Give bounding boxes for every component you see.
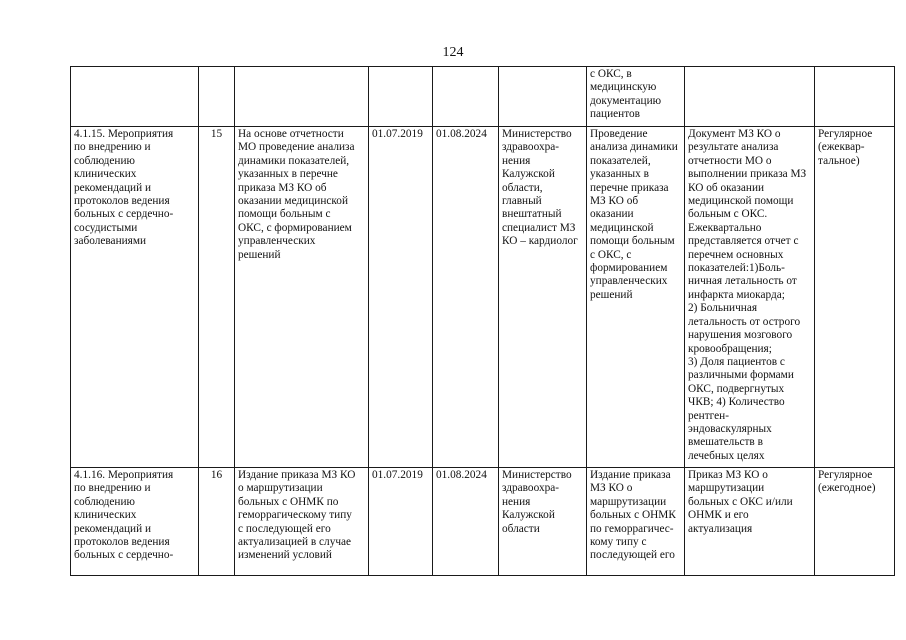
cell-end-date (433, 67, 499, 127)
cell-responsible (499, 67, 587, 127)
cell-event (71, 67, 199, 127)
cell-text: 01.07.2019 (372, 128, 423, 140)
table-row (71, 127, 895, 468)
cell-start-date (369, 67, 433, 127)
cell-text: На основе отчетности МО проведение анализа динамики показателей, указанных в перечне приказа МЗ КО об оказании медицинской помощи больным с ОКС, с формированием управленческих решений (238, 128, 355, 261)
cell-description (235, 127, 369, 468)
cell-description (235, 468, 369, 576)
cell-text: 4.1.15. Мероприятия по внедрению и соблюдению клинических рекомендаций и протоколов ведения больных с сердечно- сосудистыми заболеваниями (74, 128, 174, 248)
cell-text: Издание приказа МЗ КО о маршрутизации больных с ОНМК по геморрагичес- кому типу с последующей его (590, 469, 676, 562)
cell-text: 16 (210, 469, 223, 481)
cell-text: 01.08.2024 (436, 469, 487, 481)
page-number: 124 (442, 45, 464, 60)
cell-end-date (433, 127, 499, 468)
cell-text: с ОКС, в медицинскую документацию пациентов (590, 68, 662, 121)
cell-text: Регулярное (ежеквар- тальное) (818, 128, 873, 167)
cell-result (587, 127, 685, 468)
cell-frequency (815, 127, 895, 468)
cell-event (71, 127, 199, 468)
cell-document (685, 468, 815, 576)
cell-number (199, 468, 235, 576)
cell-responsible (499, 468, 587, 576)
cell-text: 15 (210, 128, 223, 140)
cell-text: Приказ МЗ КО о маршрутизации больных с ОКС и/или ОНМК и его актуализация (688, 469, 793, 535)
cell-end-date (433, 468, 499, 576)
cell-event (71, 468, 199, 576)
cell-document (685, 127, 815, 468)
cell-text: Проведение анализа динамики показателей, указанных в перечне приказа МЗ КО об оказании медицинской помощи больным с ОКС, с формированием управленческих решений (590, 128, 678, 301)
cell-text: Министерство здравоохра- нения Калужской области, главный внештатный специалист МЗ КО – кардиолог (502, 128, 578, 248)
cell-text: 01.08.2024 (436, 128, 487, 140)
cell-frequency (815, 67, 895, 127)
cell-result (587, 468, 685, 576)
cell-description (235, 67, 369, 127)
cell-start-date (369, 127, 433, 468)
cell-responsible (499, 127, 587, 468)
cell-text: Издание приказа МЗ КО о маршрутизации больных с ОНМК по геморрагическому типу с последующей его актуализацией в случае изменений условий (238, 469, 356, 562)
plan-table (70, 66, 895, 576)
cell-text: Регулярное (ежегодное) (818, 469, 876, 495)
table-row (71, 468, 895, 576)
cell-text: 01.07.2019 (372, 469, 423, 481)
cell-number (199, 127, 235, 468)
cell-number (199, 67, 235, 127)
cell-text: Документ МЗ КО о результате анализа отчетности МО о выполнении приказа МЗ КО об оказании медицинской помощи больным с ОКС. Ежеквартально представляется отчет с перечнем основных показателей:1)Боль- ничная летальность от инфаркта миокарда; 2) Больничная летальность от острого нарушения мозгового кровообращения; 3) Доля пациентов с различными формами ОКС, подвергнутых ЧКВ; 4) Количество рентген- эндоваскулярных вмешательств в лечебных целях (688, 128, 807, 462)
cell-text: Министерство здравоохра- нения Калужской области (502, 469, 572, 535)
cell-frequency (815, 468, 895, 576)
cell-text: 4.1.16. Мероприятия по внедрению и соблюдению клинических рекомендаций и протоколов ведения больных с сердечно- (74, 469, 174, 562)
cell-start-date (369, 468, 433, 576)
cell-result (587, 67, 685, 127)
cell-document (685, 67, 815, 127)
table-row (71, 67, 895, 127)
